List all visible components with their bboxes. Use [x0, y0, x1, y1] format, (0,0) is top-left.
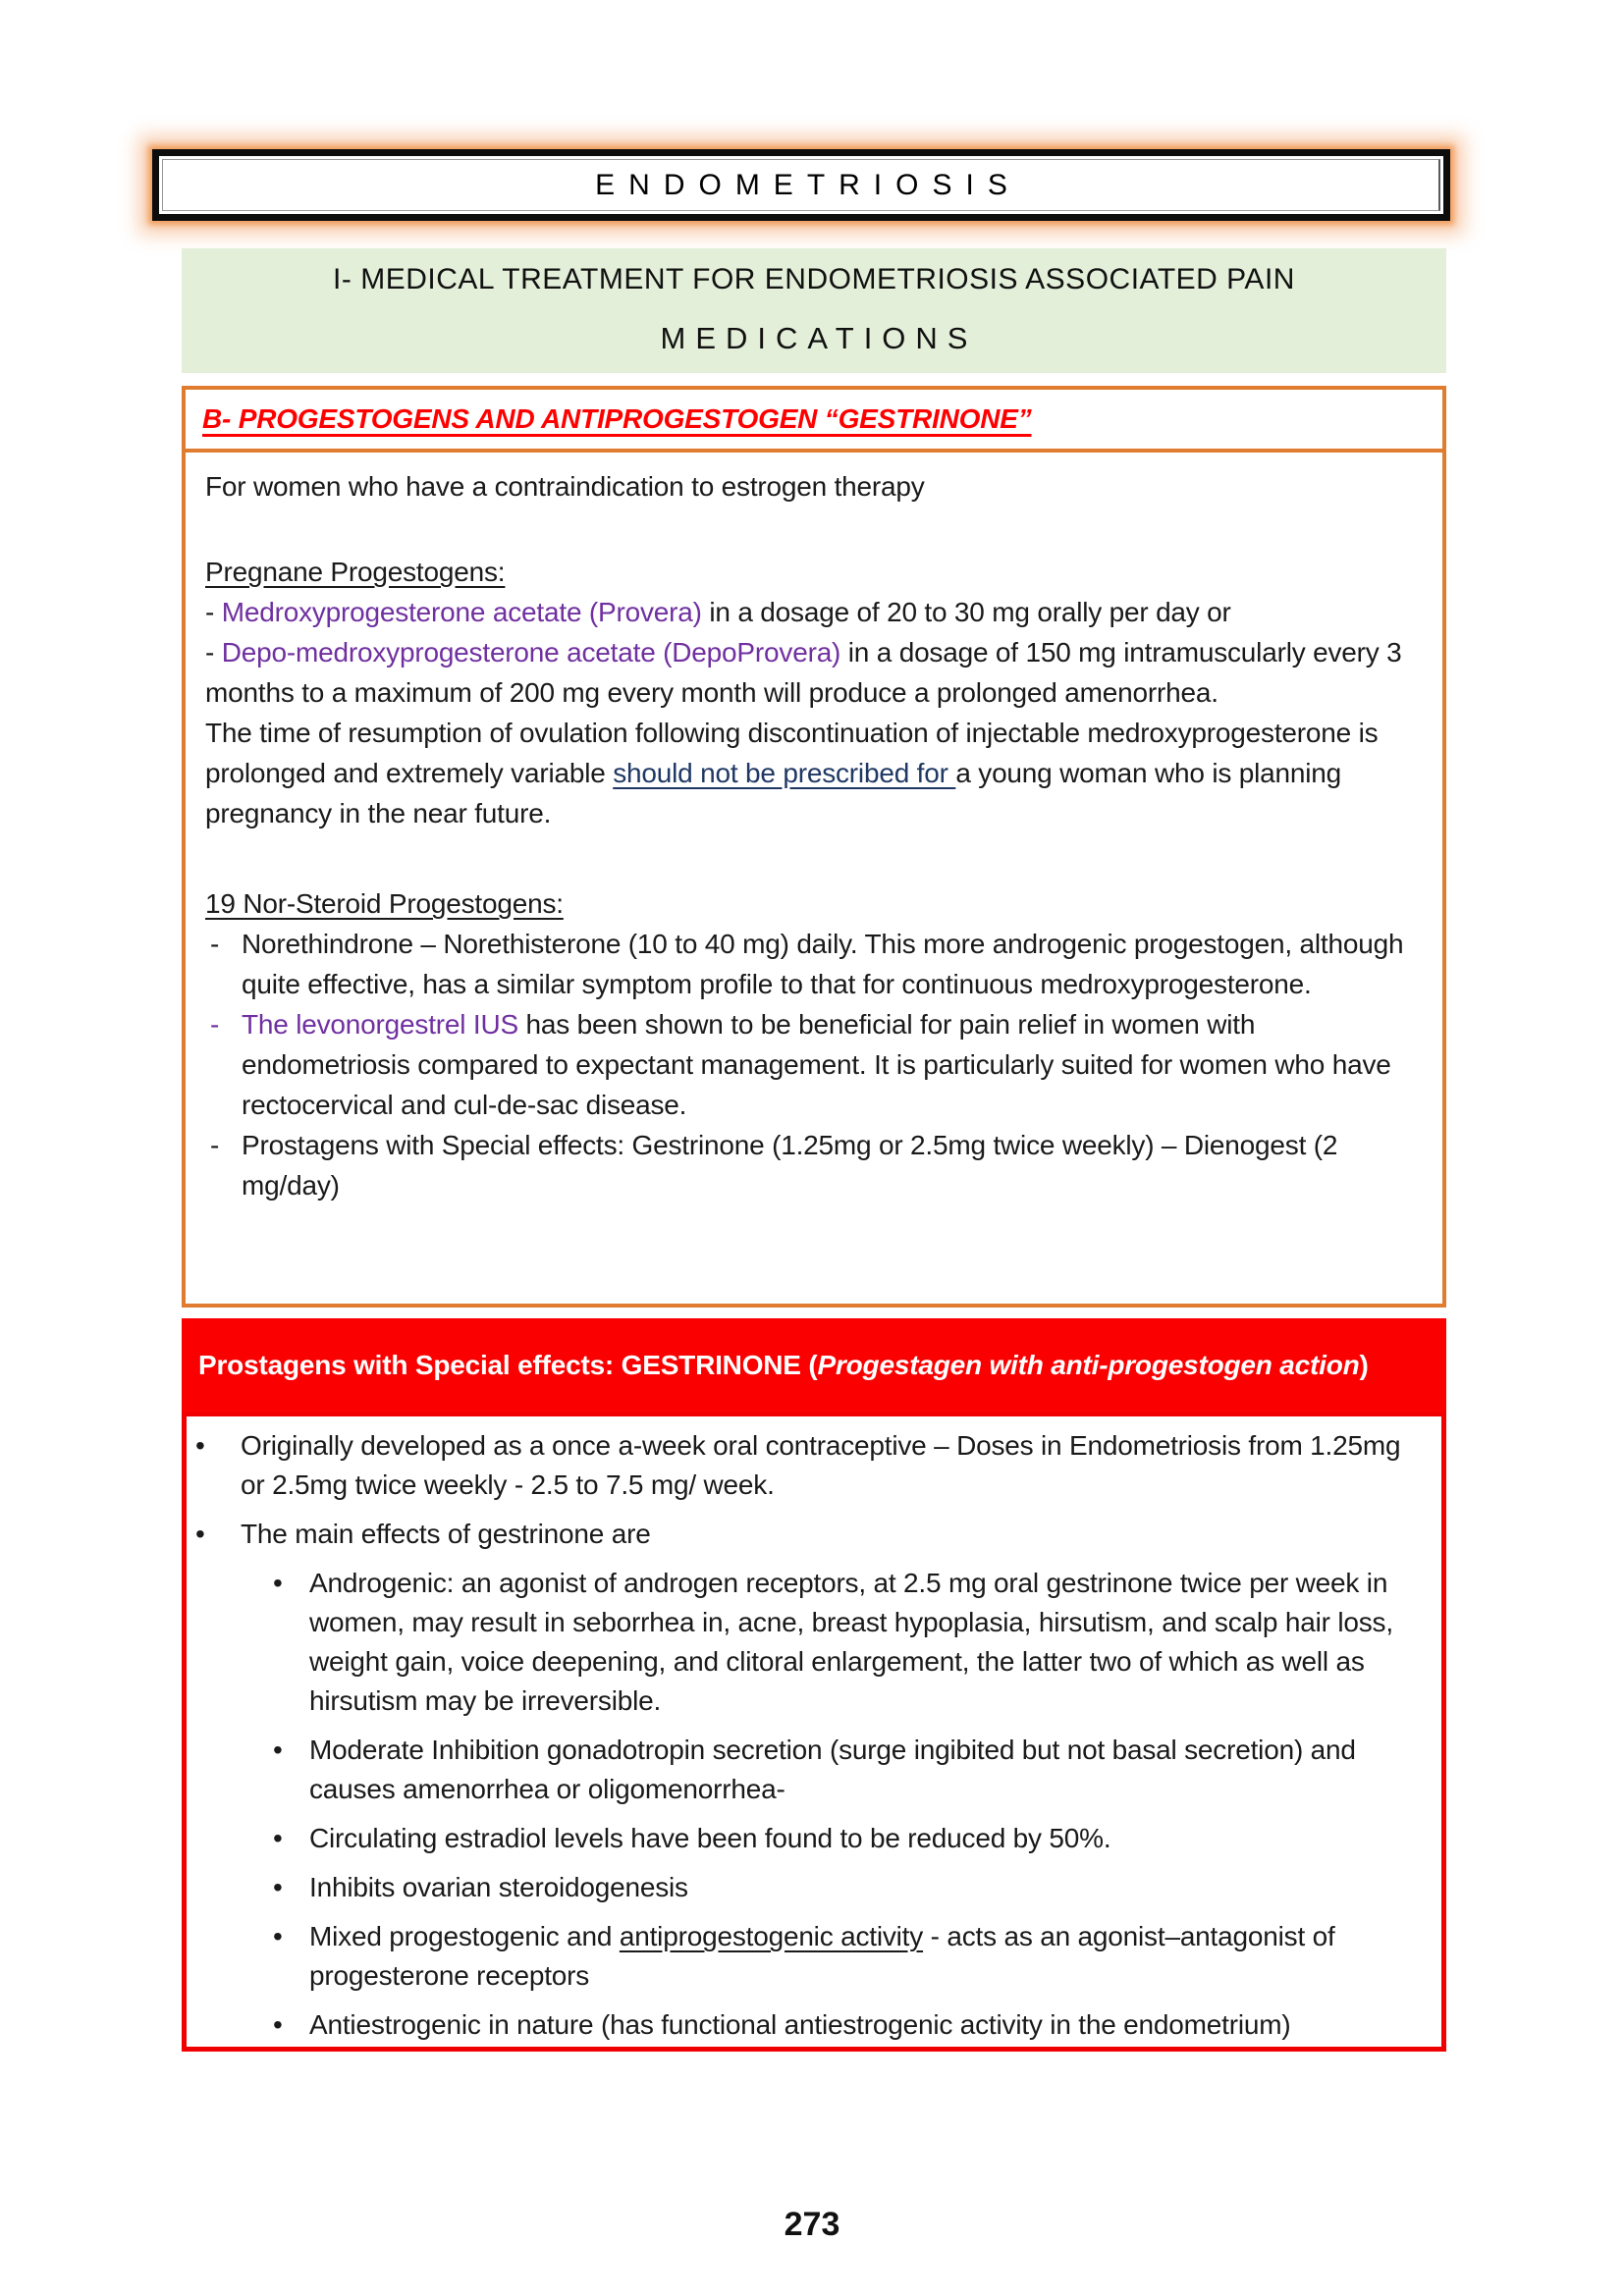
- bullet-text: [309, 1921, 1335, 1991]
- title-box: [152, 149, 1450, 221]
- bullet-marker: •: [273, 1568, 283, 1598]
- bullet-item-androgenic: [187, 1564, 1422, 1721]
- intro-paragraph: For women who have a contraindication to estrogen therapy: [205, 471, 925, 502]
- bullet-item-mixed-activity: [187, 1917, 1422, 1996]
- text-segment: -: [205, 637, 222, 667]
- text-segment: in a dosage of 150 mg intramuscularly every 3 months to a maximum of 200 mg every month will produce a prolonged amenorrhea.: [205, 637, 1402, 708]
- nor-steroid-item-gestrinone: [205, 1125, 1423, 1205]
- dash-marker: -: [210, 929, 220, 959]
- text-segment: Prostagens with Special effects: GESTRINONE (: [198, 1349, 818, 1380]
- text-segment: The time of resumption of ovulation following discontinuation of injectable medroxyprogesterone is prolonged and extremely variable: [205, 718, 1379, 788]
- text-segment: Norethindrone – Norethisterone (10 to 40 mg) daily. This more androgenic progestogen, although quite effective, has a similar symptom profile to that for continuous medroxyprogesterone.: [242, 929, 1404, 999]
- section-header: [182, 248, 1446, 373]
- pregnane-item-provera: [205, 592, 1423, 632]
- nor-steroid-item-text: [242, 1009, 1391, 1120]
- page-number: 273: [784, 2206, 840, 2243]
- nor-steroid-item-text: [242, 1130, 1337, 1201]
- gestrinone-box: [182, 1412, 1446, 2052]
- dash-marker: -: [210, 1130, 220, 1160]
- text-segment: Inhibits ovarian steroidogenesis: [309, 1872, 688, 1902]
- pregnane-item-depoprovera: [205, 632, 1423, 713]
- text-segment: Circulating estradiol levels have been found to be reduced by 50%.: [309, 1823, 1111, 1853]
- bullet-item-estradiol: [187, 1819, 1422, 1858]
- nor-steroid-heading: 19 Nor-Steroid Progestogens:: [205, 888, 564, 919]
- bullet-text: [309, 2009, 1291, 2040]
- text-segment: antiprogestogenic activity: [619, 1921, 924, 1951]
- text-segment: Medroxyprogesterone acetate (Provera): [221, 597, 702, 627]
- subsection-heading: B- PROGESTOGENS AND ANTIPROGESTOGEN “GESTRINONE”: [202, 403, 1032, 434]
- pregnane-heading: Pregnane Progestogens:: [205, 557, 506, 587]
- text-segment: The main effects of gestrinone are: [241, 1519, 651, 1549]
- section-header-line2: MEDICATIONS: [660, 321, 978, 355]
- text-segment: Originally developed as a once a-week oral contraceptive – Doses in Endometriosis from 1.25mg or 2.5mg twice weekly - 2.5 to 7.5 mg/ week.: [241, 1430, 1401, 1500]
- bullet-marker: •: [195, 1430, 205, 1461]
- text-segment: Androgenic: an agonist of androgen receptors, at 2.5 mg oral gestrinone twice per week in women, may result in seborrhea in, acne, breast hypoplasia, hirsutism, and scalp hair loss, weight gain, voice deepening, and clitoral enlargement, the latter two of which as well as hirsutism may be irreversible.: [309, 1568, 1393, 1716]
- bullet-marker: •: [273, 1735, 283, 1765]
- bullet-text: [309, 1872, 688, 1902]
- bullet-marker: •: [273, 1921, 283, 1951]
- bullet-item-steroidogenesis: [187, 1868, 1422, 1907]
- bullet-text: [309, 1735, 1356, 1804]
- dash-marker: -: [210, 1009, 220, 1040]
- text-segment: ): [1359, 1349, 1369, 1380]
- text-segment: Progestagen with anti-progestogen action: [817, 1349, 1360, 1380]
- pregnane-warning-paragraph: [205, 713, 1423, 833]
- bullet-text: [309, 1823, 1110, 1853]
- bullet-marker: •: [273, 1823, 283, 1853]
- bullet-marker: •: [273, 2009, 283, 2040]
- bullet-text: [241, 1519, 651, 1549]
- text-segment: Depo-medroxyprogesterone acetate (DepoProvera): [221, 637, 841, 667]
- text-segment: in a dosage of 20 to 30 mg orally per day or: [701, 597, 1231, 627]
- text-segment: Antiestrogenic in nature (has functional antiestrogenic activity in the endometrium): [309, 2009, 1291, 2040]
- text-segment: -: [205, 597, 222, 627]
- section-header-line1: I- MEDICAL TREATMENT FOR ENDOMETRIOSIS ASSOCIATED PAIN: [333, 263, 1295, 295]
- bullet-marker: •: [195, 1519, 205, 1549]
- bullet-text: [309, 1568, 1393, 1716]
- text-segment: has been shown to be beneficial for pain relief in women with endometriosis compared to expectant management. It is particularly suited for women who have rectocervical and cul-de-sac disease.: [242, 1009, 1391, 1120]
- gestrinone-banner-text: [198, 1350, 1369, 1381]
- bullet-item-gonadotropin: [187, 1731, 1422, 1809]
- text-segment: Prostagens with Special effects: Gestrinone (1.25mg or 2.5mg twice weekly) – Dienogest (2 mg/day): [242, 1130, 1338, 1201]
- bullet-item-main-effects: [187, 1515, 1422, 1554]
- nor-steroid-item-levonorgestrel: [205, 1004, 1423, 1125]
- text-segment: - acts as an agonist–antagonist of progesterone receptors: [309, 1921, 1335, 1991]
- bullet-marker: •: [273, 1872, 283, 1902]
- text-segment: a young woman who is planning pregnancy in the near future.: [205, 758, 1341, 828]
- bullet-item-antiestrogenic: [187, 2005, 1422, 2045]
- text-segment: Moderate Inhibition gonadotropin secretion (surge ingibited but not basal secretion) and causes amenorrhea or oligomenorrhea-: [309, 1735, 1356, 1804]
- gestrinone-banner: [182, 1318, 1446, 1412]
- nor-steroid-item-text: [242, 929, 1403, 999]
- bullet-item-doses: [187, 1426, 1422, 1505]
- page-title: ENDOMETRIOSIS: [595, 168, 1021, 201]
- nor-steroid-item-norethindrone: [205, 924, 1423, 1004]
- text-segment: should not be prescribed for: [613, 758, 956, 788]
- bullet-text: [241, 1430, 1400, 1500]
- subsection-heading-box: [182, 386, 1446, 453]
- body-box: [182, 453, 1446, 1308]
- text-segment: Mixed progestogenic and: [309, 1921, 620, 1951]
- text-segment: The levonorgestrel IUS: [242, 1009, 518, 1040]
